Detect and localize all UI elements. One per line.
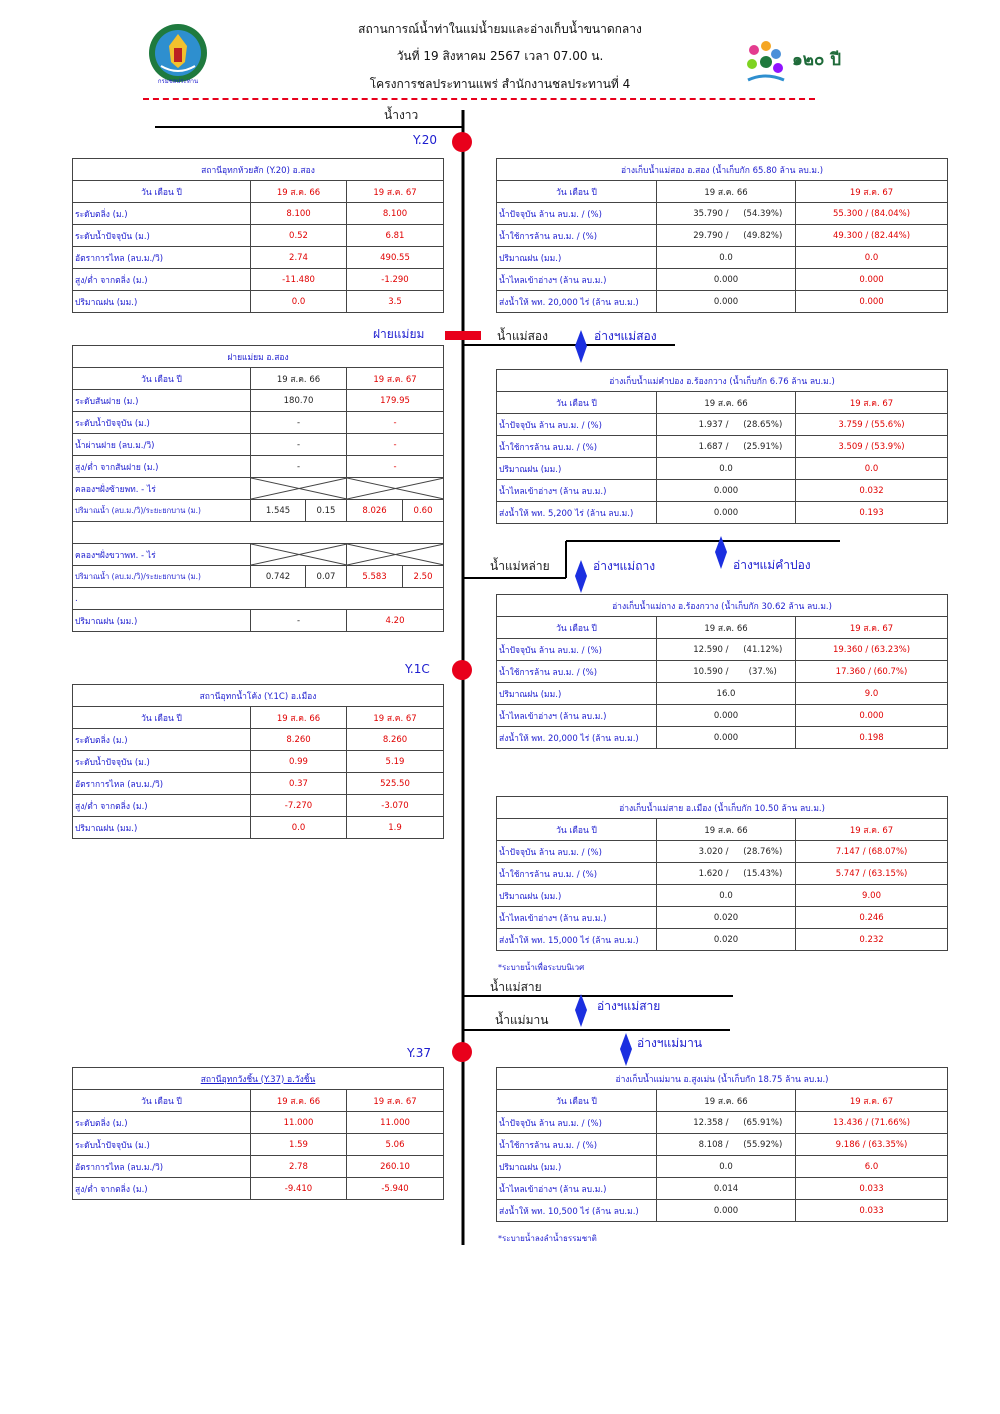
row-label: ระดับน้ำปัจจุบัน (ม.) bbox=[73, 225, 251, 247]
value-67: 3.759 / (55.6%) bbox=[796, 414, 948, 436]
row-label: น้ำใช้การล้าน ลบ.ม. / (%) bbox=[497, 661, 657, 683]
row-label: ปริมาณฝน (มม.) bbox=[497, 683, 657, 705]
station-y20-label: Y.20 bbox=[413, 133, 437, 147]
pct-66: (65.91%) bbox=[731, 1112, 796, 1134]
value-66: 16.0 bbox=[657, 683, 796, 705]
value-67: 9.00 bbox=[796, 885, 948, 907]
left-canal-label: คลองฯฝั่งซ้ายพท. - ไร่ bbox=[73, 478, 251, 500]
res-mae-kampong-table bbox=[496, 369, 948, 524]
value-66: 0.0 bbox=[657, 1156, 796, 1178]
value-66: 2.78 bbox=[251, 1156, 347, 1178]
table-title: อ่างเก็บน้ำแม่สอง อ.สอง (น้ำเก็บกัก 65.80 ล้าน ลบ.ม.) bbox=[497, 159, 948, 181]
label-nam-ngao: น้ำงาว bbox=[384, 108, 419, 122]
value-66: 0.0 bbox=[251, 291, 347, 313]
value-66: 0.37 bbox=[251, 773, 347, 795]
right-gate-66: 0.07 bbox=[306, 566, 347, 588]
crossed-cell bbox=[251, 478, 347, 500]
value-67: 55.300 / (84.04%) bbox=[796, 203, 948, 225]
value-67: 525.50 bbox=[347, 773, 444, 795]
row-label: ปริมาณฝน (มม.) bbox=[497, 1156, 657, 1178]
value-66: -9.410 bbox=[251, 1178, 347, 1200]
value-67: 0.232 bbox=[796, 929, 948, 951]
value-67: 49.300 / (82.44%) bbox=[796, 225, 948, 247]
value-67: - bbox=[347, 412, 444, 434]
table-title: อ่างเก็บน้ำแม่สาย อ.เมือง (น้ำเก็บกัก 10.50 ล้าน ลบ.ม.) bbox=[497, 797, 948, 819]
res-mae-man-table bbox=[496, 1067, 948, 1222]
value-66: 11.000 bbox=[251, 1112, 347, 1134]
table-title: อ่างเก็บน้ำแม่มาน อ.สูงเม่น (น้ำเก็บกัก 18.75 ล้าน ลบ.ม.) bbox=[497, 1068, 948, 1090]
label-res-mae-kampong: อ่างฯแม่คำปอง bbox=[733, 558, 811, 572]
rid-logo-text: กรมชลประทาน bbox=[157, 78, 199, 85]
row-label: ปริมาณฝน (มม.) bbox=[497, 247, 657, 269]
value-67: 5.19 bbox=[347, 751, 444, 773]
row-label: น้ำปัจจุบัน ล้าน ลบ.ม. / (%) bbox=[497, 414, 657, 436]
head-66: 19 ส.ค. 66 bbox=[657, 617, 796, 639]
row-label: ระดับตลิ่ง (ม.) bbox=[73, 729, 251, 751]
row-label: ปริมาณฝน (มม.) bbox=[497, 458, 657, 480]
value-67: 8.260 bbox=[347, 729, 444, 751]
left-gate-66: 0.15 bbox=[306, 500, 347, 522]
rain-66: - bbox=[251, 610, 347, 632]
head-67: 19 ส.ค. 67 bbox=[347, 181, 444, 203]
rain-67: 4.20 bbox=[347, 610, 444, 632]
row-label: อัตราการไหล (ลบ.ม./วิ) bbox=[73, 1156, 251, 1178]
value-67: 6.81 bbox=[347, 225, 444, 247]
row-label: ปริมาณฝน (มม.) bbox=[497, 885, 657, 907]
pct-66: (49.82%) bbox=[731, 225, 796, 247]
value-66: -7.270 bbox=[251, 795, 347, 817]
value-67: 5.06 bbox=[347, 1134, 444, 1156]
value-67: -1.290 bbox=[347, 269, 444, 291]
value-67: 179.95 bbox=[347, 390, 444, 412]
value-66: - bbox=[251, 456, 347, 478]
value-66: 1.620 / bbox=[657, 863, 731, 885]
head-date: วัน เดือน ปี bbox=[73, 181, 251, 203]
value-66: 0.000 bbox=[657, 727, 796, 749]
table-title: สถานีอุทกห้วยสัก (Y.20) อ.สอง bbox=[73, 159, 444, 181]
head-67: 19 ส.ค. 67 bbox=[347, 707, 444, 729]
row-label: น้ำใช้การล้าน ลบ.ม. / (%) bbox=[497, 863, 657, 885]
value-66: - bbox=[251, 434, 347, 456]
value-67: 8.100 bbox=[347, 203, 444, 225]
station-y37-label: Y.37 bbox=[407, 1046, 431, 1060]
right-flow-66: 0.742 bbox=[251, 566, 306, 588]
value-67: 490.55 bbox=[347, 247, 444, 269]
head-67: 19 ส.ค. 67 bbox=[796, 617, 948, 639]
head-date: วัน เดือน ปี bbox=[497, 1090, 657, 1112]
value-66: 35.790 / bbox=[657, 203, 731, 225]
label-nam-mae-man: น้ำแม่มาน bbox=[495, 1013, 549, 1027]
row-label: ระดับตลิ่ง (ม.) bbox=[73, 1112, 251, 1134]
row-label: น้ำไหลเข้าอ่างฯ (ล้าน ลบ.ม.) bbox=[497, 907, 657, 929]
value-67: 260.10 bbox=[347, 1156, 444, 1178]
pct-66: (55.92%) bbox=[731, 1134, 796, 1156]
mae-sai-note: *ระบายน้ำเพื่อระบบนิเวศ bbox=[498, 963, 585, 972]
crossed-cell bbox=[251, 544, 347, 566]
left-flow-label: ปริมาณน้ำ (ลบ.ม./วิ)/ระยะยกบาน (ม.) bbox=[73, 500, 251, 522]
row-label: ส่งน้ำให้ พท. 5,200 ไร่ (ล้าน ลบ.ม.) bbox=[497, 502, 657, 524]
row-label: อัตราการไหล (ลบ.ม./วิ) bbox=[73, 773, 251, 795]
weir-table bbox=[72, 345, 444, 632]
value-66: 10.590 / bbox=[657, 661, 731, 683]
head-66: 19 ส.ค. 66 bbox=[657, 181, 796, 203]
row-label: ส่งน้ำให้ พท. 20,000 ไร่ (ล้าน ลบ.ม.) bbox=[497, 291, 657, 313]
head-67: 19 ส.ค. 67 bbox=[796, 392, 948, 414]
head-67: 19 ส.ค. 67 bbox=[796, 1090, 948, 1112]
y20-table bbox=[72, 158, 444, 313]
row-label: น้ำผ่านฝาย (ลบ.ม./วิ) bbox=[73, 434, 251, 456]
pct-66: (25.91%) bbox=[731, 436, 796, 458]
row-label: น้ำใช้การล้าน ลบ.ม. / (%) bbox=[497, 436, 657, 458]
head-66: 19 ส.ค. 66 bbox=[657, 1090, 796, 1112]
table-title: สถานีอุทกวังชิ้น (Y.37) อ.วังชิ้น bbox=[73, 1068, 444, 1090]
report-title: สถานการณ์น้ำท่าในแม่น้ำยมและอ่างเก็บน้ำขนาดกลาง bbox=[358, 22, 642, 36]
value-67: 0.198 bbox=[796, 727, 948, 749]
spacer-row bbox=[73, 522, 444, 544]
left-flow-66: 1.545 bbox=[251, 500, 306, 522]
value-67: 17.360 / (60.7%) bbox=[796, 661, 948, 683]
value-66: 1.937 / bbox=[657, 414, 731, 436]
row-label: น้ำไหลเข้าอ่างฯ (ล้าน ลบ.ม.) bbox=[497, 480, 657, 502]
head-66: 19 ส.ค. 66 bbox=[251, 1090, 347, 1112]
row-label: ระดับน้ำปัจจุบัน (ม.) bbox=[73, 751, 251, 773]
value-67: 0.0 bbox=[796, 247, 948, 269]
value-67: 0.193 bbox=[796, 502, 948, 524]
row-label: อัตราการไหล (ลบ.ม./วิ) bbox=[73, 247, 251, 269]
value-66: 0.020 bbox=[657, 929, 796, 951]
value-66: 0.000 bbox=[657, 480, 796, 502]
dot-row: . bbox=[73, 588, 444, 610]
label-res-mae-thang: อ่างฯแม่ถาง bbox=[593, 559, 656, 573]
mae-man-note: *ระบายน้ำลงลำน้ำธรรมชาติ bbox=[498, 1234, 597, 1243]
left-gate-67: 0.60 bbox=[403, 500, 444, 522]
row-label: น้ำปัจจุบัน ล้าน ลบ.ม. / (%) bbox=[497, 1112, 657, 1134]
right-flow-67: 5.583 bbox=[347, 566, 403, 588]
row-label: ปริมาณฝน (มม.) bbox=[73, 291, 251, 313]
row-label: สูง/ต่ำ จากตลิ่ง (ม.) bbox=[73, 795, 251, 817]
value-66: 180.70 bbox=[251, 390, 347, 412]
res-mae-thang-table bbox=[496, 594, 948, 749]
crossed-cell bbox=[347, 478, 444, 500]
table-title: สถานีอุทกน้ำโค้ง (Y.1C) อ.เมือง bbox=[73, 685, 444, 707]
left-flow-67: 8.026 bbox=[347, 500, 403, 522]
value-66: 1.687 / bbox=[657, 436, 731, 458]
row-label: ระดับน้ำปัจจุบัน (ม.) bbox=[73, 1134, 251, 1156]
row-label: น้ำใช้การล้าน ลบ.ม. / (%) bbox=[497, 1134, 657, 1156]
label-res-mae-song: อ่างฯแม่สอง bbox=[594, 329, 657, 343]
value-67: 3.5 bbox=[347, 291, 444, 313]
value-66: -11.480 bbox=[251, 269, 347, 291]
table-title: อ่างเก็บน้ำแม่คำปอง อ.ร้องกวาง (น้ำเก็บกัก 6.76 ล้าน ลบ.ม.) bbox=[497, 370, 948, 392]
value-67: 0.000 bbox=[796, 291, 948, 313]
value-66: 8.108 / bbox=[657, 1134, 731, 1156]
value-66: 0.000 bbox=[657, 705, 796, 727]
value-67: -5.940 bbox=[347, 1178, 444, 1200]
row-label: สูง/ต่ำ จากตลิ่ง (ม.) bbox=[73, 1178, 251, 1200]
label-res-mae-man: อ่างฯแม่มาน bbox=[637, 1036, 703, 1050]
row-label: ระดับน้ำปัจจุบัน (ม.) bbox=[73, 412, 251, 434]
row-label: น้ำไหลเข้าอ่างฯ (ล้าน ลบ.ม.) bbox=[497, 705, 657, 727]
report-date: วันที่ 19 สิงหาคม 2567 เวลา 07.00 น. bbox=[396, 49, 604, 63]
head-date: วัน เดือน ปี bbox=[497, 617, 657, 639]
value-67: - bbox=[347, 456, 444, 478]
label-res-mae-sai: อ่างฯแม่สาย bbox=[597, 999, 661, 1013]
value-67: 0.033 bbox=[796, 1178, 948, 1200]
value-67: 0.0 bbox=[796, 458, 948, 480]
value-66: 0.000 bbox=[657, 502, 796, 524]
value-67: 0.000 bbox=[796, 269, 948, 291]
label-nam-mae-sai: น้ำแม่สาย bbox=[490, 980, 542, 994]
value-66: 0.0 bbox=[251, 817, 347, 839]
pct-66: (28.76%) bbox=[731, 841, 796, 863]
value-67: 0.000 bbox=[796, 705, 948, 727]
value-66: 8.260 bbox=[251, 729, 347, 751]
value-67: 5.747 / (63.15%) bbox=[796, 863, 948, 885]
y37-table bbox=[72, 1067, 444, 1200]
value-66: 0.99 bbox=[251, 751, 347, 773]
value-66: - bbox=[251, 412, 347, 434]
res-mae-song-table bbox=[496, 158, 948, 313]
rain-label: ปริมาณฝน (มม.) bbox=[73, 610, 251, 632]
anniversary-text: ๑๒๐ ปี bbox=[792, 50, 842, 70]
value-66: 0.0 bbox=[657, 885, 796, 907]
label-nam-mae-lai: น้ำแม่หล่าย bbox=[490, 559, 550, 573]
row-label: น้ำปัจจุบัน ล้าน ลบ.ม. / (%) bbox=[497, 639, 657, 661]
head-67: 19 ส.ค. 67 bbox=[347, 368, 444, 390]
value-66: 3.020 / bbox=[657, 841, 731, 863]
pct-66: (28.65%) bbox=[731, 414, 796, 436]
value-67: -3.070 bbox=[347, 795, 444, 817]
value-67: 0.032 bbox=[796, 480, 948, 502]
head-66: 19 ส.ค. 66 bbox=[251, 707, 347, 729]
row-label: สูง/ต่ำ จากตลิ่ง (ม.) bbox=[73, 269, 251, 291]
y1c-table bbox=[72, 684, 444, 839]
value-66: 8.100 bbox=[251, 203, 347, 225]
value-66: 0.000 bbox=[657, 269, 796, 291]
report-office: โครงการชลประทานแพร่ สำนักงานชลประทานที่ 4 bbox=[369, 77, 631, 91]
row-label: ระดับตลิ่ง (ม.) bbox=[73, 203, 251, 225]
head-67: 19 ส.ค. 67 bbox=[347, 1090, 444, 1112]
value-66: 12.590 / bbox=[657, 639, 731, 661]
head-date: วัน เดือน ปี bbox=[73, 1090, 251, 1112]
head-66: 19 ส.ค. 66 bbox=[251, 181, 347, 203]
head-66: 19 ส.ค. 66 bbox=[251, 368, 347, 390]
value-67: - bbox=[347, 434, 444, 456]
row-label: ส่งน้ำให้ พท. 10,500 ไร่ (ล้าน ลบ.ม.) bbox=[497, 1200, 657, 1222]
row-label: น้ำไหลเข้าอ่างฯ (ล้าน ลบ.ม.) bbox=[497, 1178, 657, 1200]
value-67: 7.147 / (68.07%) bbox=[796, 841, 948, 863]
value-67: 9.186 / (63.35%) bbox=[796, 1134, 948, 1156]
pct-66: (15.43%) bbox=[731, 863, 796, 885]
row-label: ระดับสันฝาย (ม.) bbox=[73, 390, 251, 412]
right-flow-label: ปริมาณน้ำ (ลบ.ม./วิ)/ระยะยกบาน (ม.) bbox=[73, 566, 251, 588]
pct-66: (41.12%) bbox=[731, 639, 796, 661]
head-date: วัน เดือน ปี bbox=[73, 707, 251, 729]
pct-66: (54.39%) bbox=[731, 203, 796, 225]
head-date: วัน เดือน ปี bbox=[497, 819, 657, 841]
value-67: 6.0 bbox=[796, 1156, 948, 1178]
head-date: วัน เดือน ปี bbox=[497, 392, 657, 414]
value-66: 2.74 bbox=[251, 247, 347, 269]
value-66: 0.014 bbox=[657, 1178, 796, 1200]
value-67: 11.000 bbox=[347, 1112, 444, 1134]
value-66: 12.358 / bbox=[657, 1112, 731, 1134]
value-67: 1.9 bbox=[347, 817, 444, 839]
pct-66: (37.%) bbox=[731, 661, 796, 683]
right-canal-label: คลองฯฝั่งขวาพท. - ไร่ bbox=[73, 544, 251, 566]
row-label: ส่งน้ำให้ พท. 20,000 ไร่ (ล้าน ลบ.ม.) bbox=[497, 727, 657, 749]
row-label: สูง/ต่ำ จากสันฝาย (ม.) bbox=[73, 456, 251, 478]
value-67: 19.360 / (63.23%) bbox=[796, 639, 948, 661]
head-66: 19 ส.ค. 66 bbox=[657, 819, 796, 841]
row-label: น้ำปัจจุบัน ล้าน ลบ.ม. / (%) bbox=[497, 841, 657, 863]
value-66: 1.59 bbox=[251, 1134, 347, 1156]
value-66: 29.790 / bbox=[657, 225, 731, 247]
table-title: ฝายแม่ยม อ.สอง bbox=[73, 346, 444, 368]
row-label: น้ำใช้การล้าน ลบ.ม. / (%) bbox=[497, 225, 657, 247]
value-66: 0.52 bbox=[251, 225, 347, 247]
crossed-cell bbox=[347, 544, 444, 566]
value-66: 0.000 bbox=[657, 1200, 796, 1222]
row-label: ปริมาณฝน (มม.) bbox=[73, 817, 251, 839]
head-date: วัน เดือน ปี bbox=[73, 368, 251, 390]
table-title: อ่างเก็บน้ำแม่ถาง อ.ร้องกวาง (น้ำเก็บกัก 30.62 ล้าน ลบ.ม.) bbox=[497, 595, 948, 617]
row-label: น้ำไหลเข้าอ่างฯ (ล้าน ลบ.ม.) bbox=[497, 269, 657, 291]
value-67: 9.0 bbox=[796, 683, 948, 705]
label-nam-mae-song: น้ำแม่สอง bbox=[497, 329, 548, 343]
head-66: 19 ส.ค. 66 bbox=[657, 392, 796, 414]
head-67: 19 ส.ค. 67 bbox=[796, 181, 948, 203]
station-y1c-label: Y.1C bbox=[405, 662, 430, 676]
head-date: วัน เดือน ปี bbox=[497, 181, 657, 203]
weir-label: ฝายแม่ยม bbox=[373, 327, 425, 341]
res-mae-sai-table bbox=[496, 796, 948, 951]
value-66: 0.0 bbox=[657, 247, 796, 269]
value-67: 0.033 bbox=[796, 1200, 948, 1222]
right-gate-67: 2.50 bbox=[403, 566, 444, 588]
value-66: 0.0 bbox=[657, 458, 796, 480]
head-67: 19 ส.ค. 67 bbox=[796, 819, 948, 841]
value-67: 3.509 / (53.9%) bbox=[796, 436, 948, 458]
value-66: 0.000 bbox=[657, 291, 796, 313]
row-label: ส่งน้ำให้ พท. 15,000 ไร่ (ล้าน ลบ.ม.) bbox=[497, 929, 657, 951]
value-66: 0.020 bbox=[657, 907, 796, 929]
value-67: 0.246 bbox=[796, 907, 948, 929]
value-67: 13.436 / (71.66%) bbox=[796, 1112, 948, 1134]
row-label: น้ำปัจจุบัน ล้าน ลบ.ม. / (%) bbox=[497, 203, 657, 225]
